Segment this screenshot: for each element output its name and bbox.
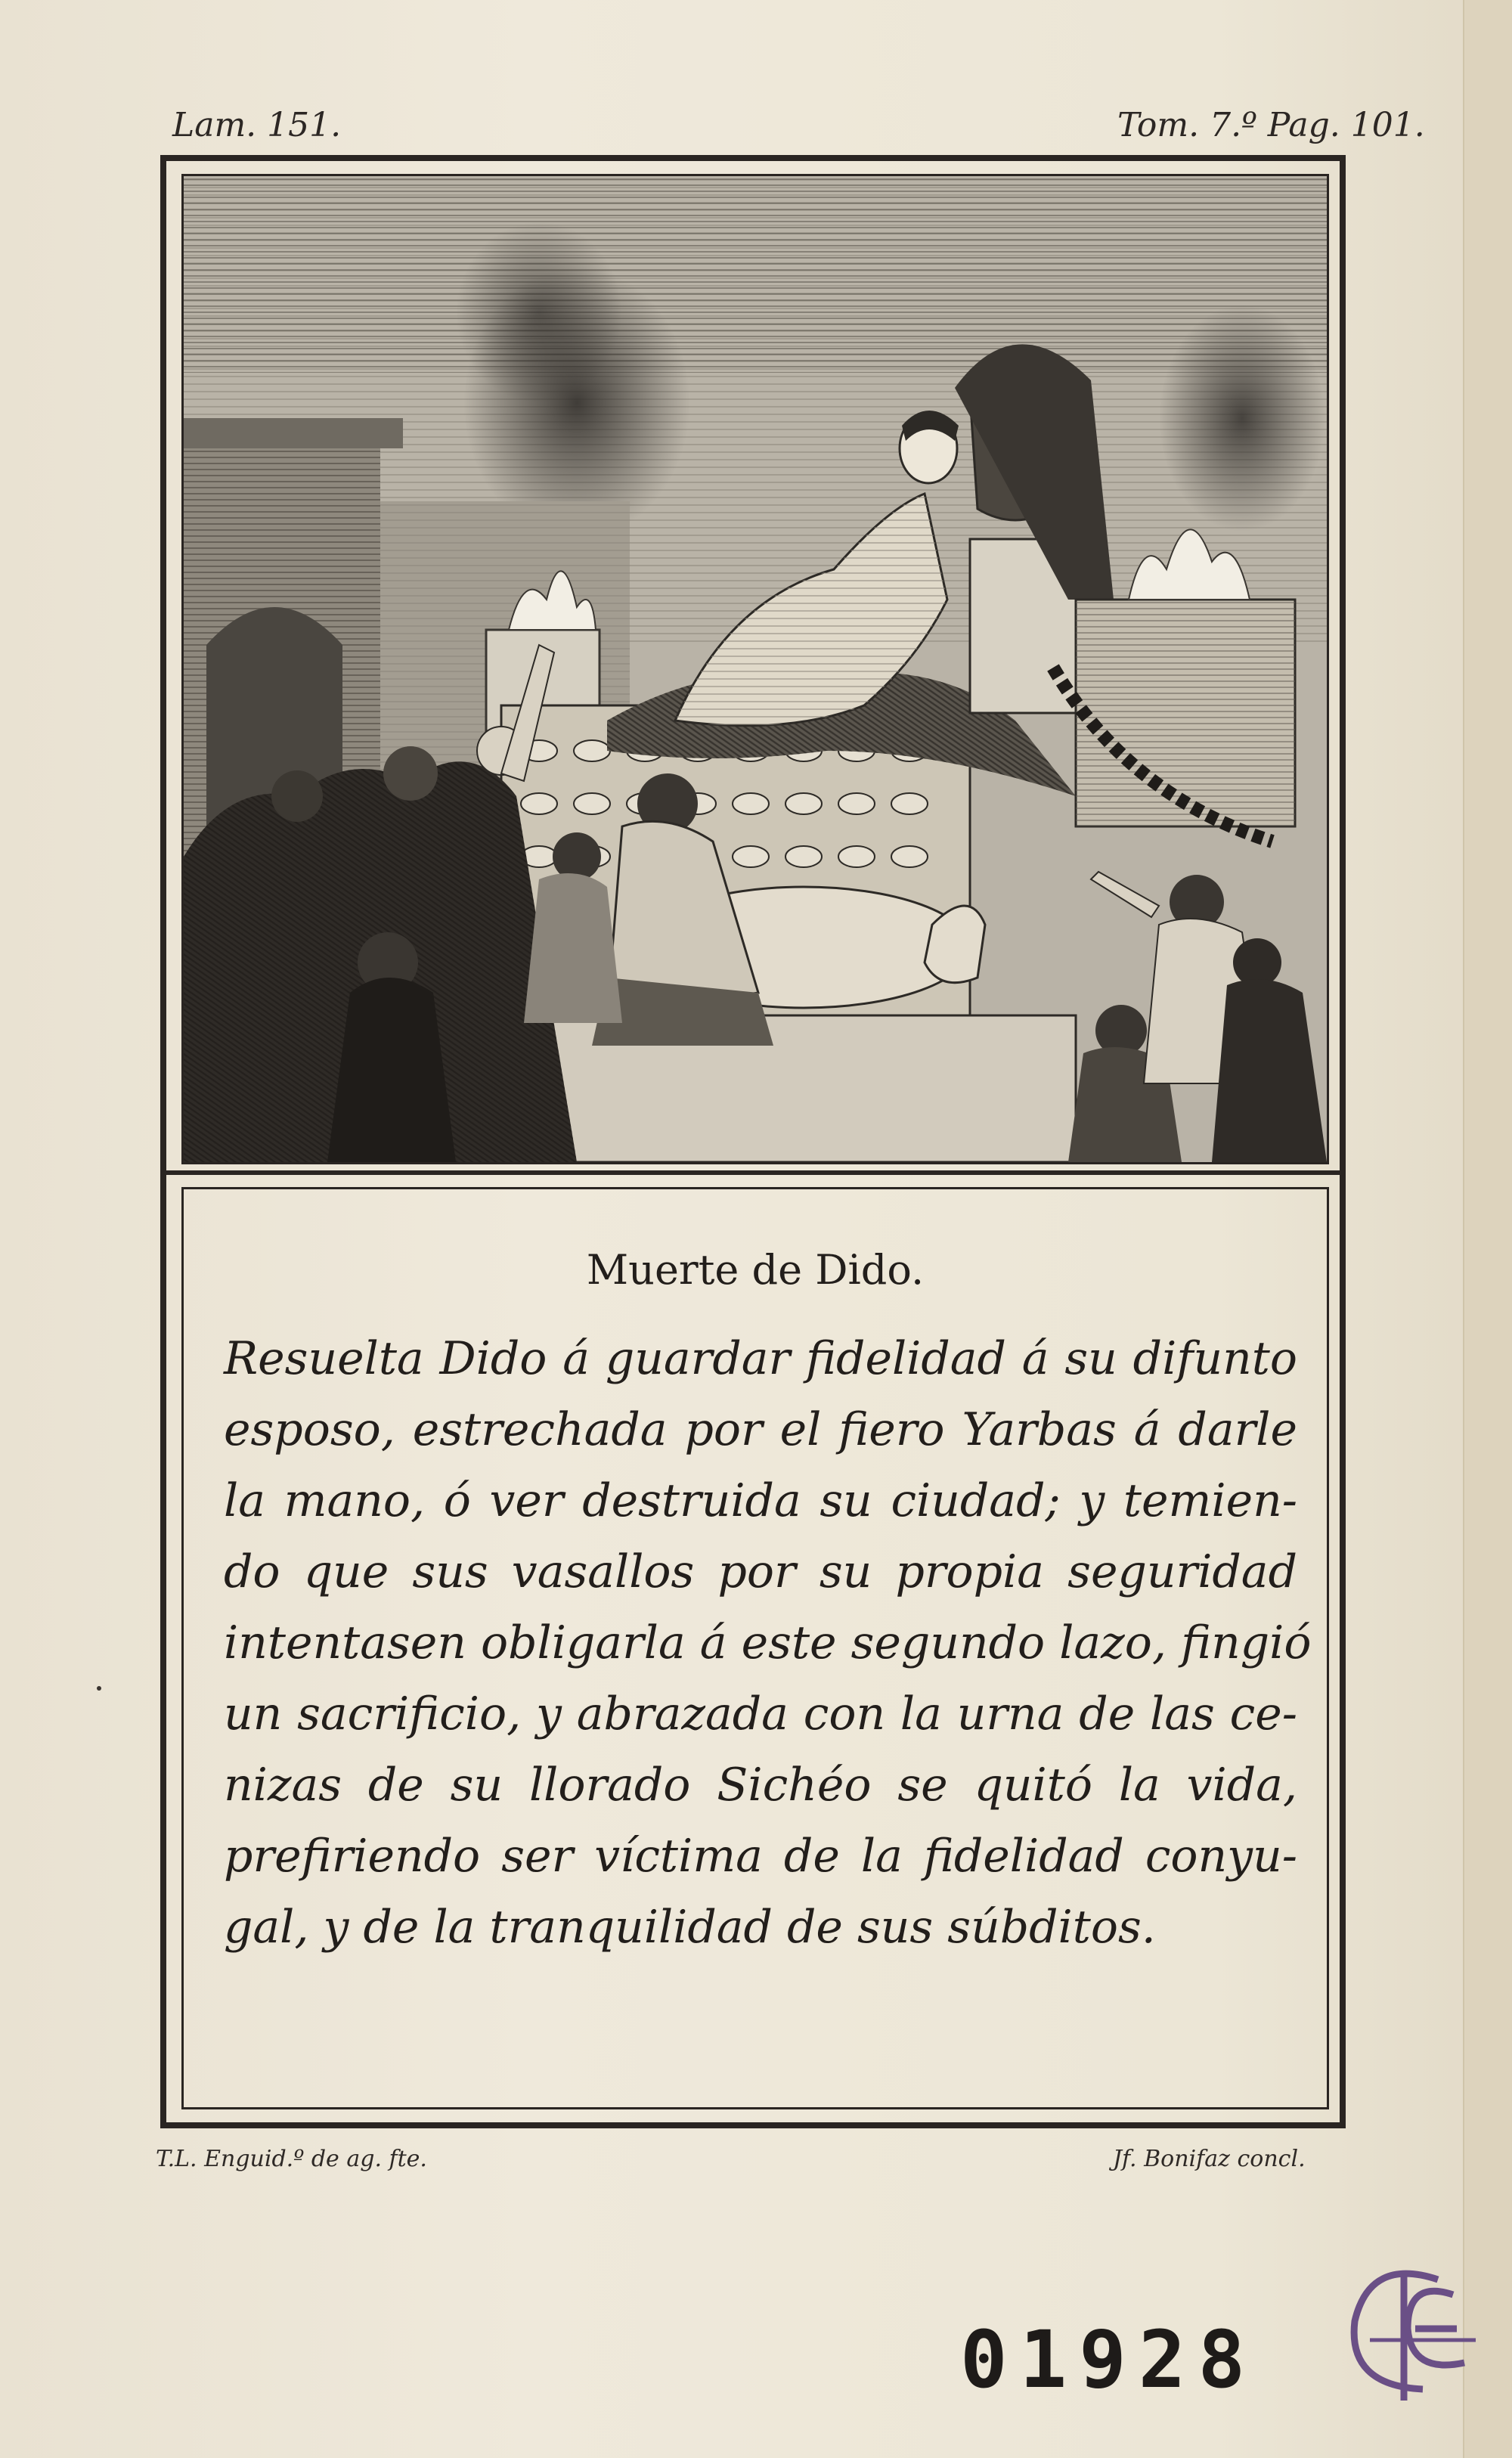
engraving-image bbox=[181, 174, 1329, 1164]
engraver-credit: T.L. Enguid.º de ag. fte. bbox=[156, 2146, 427, 2172]
paper-edge-strip bbox=[1463, 0, 1512, 2458]
caption-line: un sacrificio, y abrazada con la urna de las ce- bbox=[224, 1688, 1297, 1740]
volume-page-reference: Tom. 7.º Pag. 101. bbox=[1117, 106, 1425, 144]
caption-line: Resuelta Dido á guardar fidelidad á su difunto bbox=[224, 1332, 1297, 1385]
caption-line: nizas de su llorado Sichéo se quitó la vida, bbox=[224, 1759, 1297, 1812]
caption-text bbox=[224, 1323, 1312, 1963]
caption-line: prefiriendo ser víctima de la fidelidad conyu- bbox=[224, 1830, 1297, 1883]
caption-line: gal, y de la tranquilidad de sus súbditos. bbox=[224, 1901, 1156, 1954]
smoke-plume-right bbox=[1159, 305, 1325, 532]
caption-line: do que sus vasallos por su propia seguridad bbox=[224, 1545, 1297, 1598]
caption-title: Muerte de Dido. bbox=[586, 1246, 925, 1294]
inventory-number: 01928 bbox=[960, 2314, 1258, 2406]
plate-divider bbox=[160, 1170, 1346, 1175]
collection-stamp bbox=[1325, 2249, 1498, 2412]
engraving-illustration bbox=[184, 176, 1327, 1162]
caption-line: intentasen obligarla á este segundo lazo, fingió bbox=[224, 1616, 1312, 1669]
ink-speck bbox=[97, 1686, 101, 1691]
plate-number: Lam. 151. bbox=[172, 106, 342, 144]
caption-line: la mano, ó ver destruida su ciudad; y temien- bbox=[224, 1474, 1297, 1527]
caption-line: esposo, estrechada por el fiero Yarbas á darle bbox=[224, 1403, 1297, 1456]
finisher-credit: Jf. Bonifaz concl. bbox=[1113, 2146, 1306, 2172]
